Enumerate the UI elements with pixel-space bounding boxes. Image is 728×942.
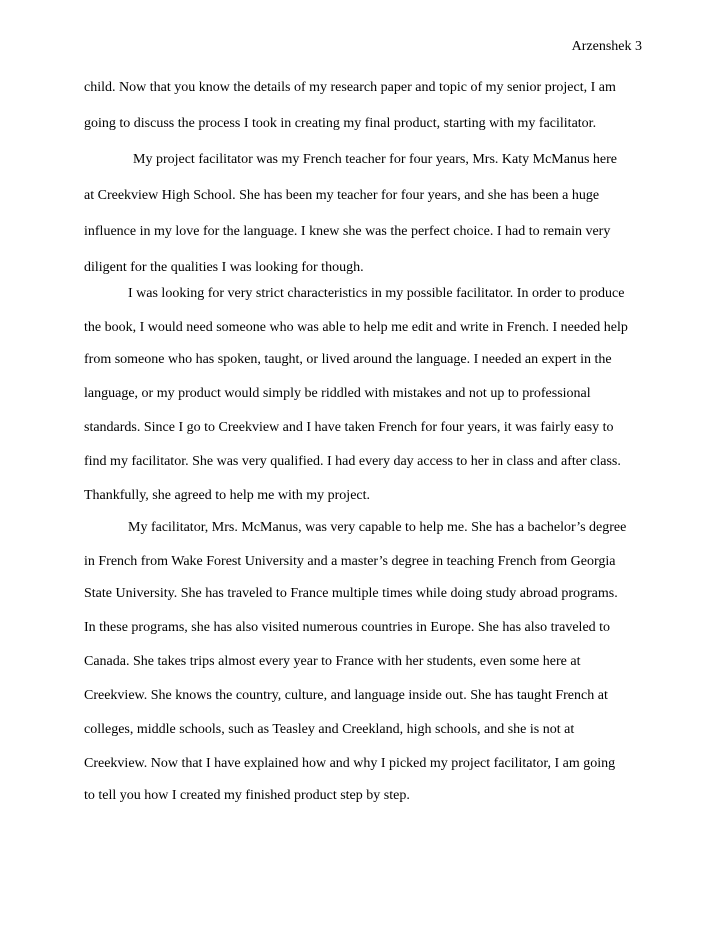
text-line: find my facilitator. She was very qualified. I had every day access to her in class and after class. <box>84 454 621 469</box>
text-line: Creekview. Now that I have explained how and why I picked my project facilitator, I am going <box>84 756 616 771</box>
text-line: to tell you how I created my finished product step by step. <box>84 788 410 803</box>
paragraph-first-line: My project facilitator was my French teacher for four years, Mrs. Katy McManus here <box>133 152 617 167</box>
text-line: Thankfully, she agreed to help me with my project. <box>84 488 371 503</box>
text-line: from someone who has spoken, taught, or lived around the language. I needed an expert in the <box>84 352 612 367</box>
text-line: colleges, middle schools, such as Teasley and Creekland, high schools, and she is not at <box>84 722 575 737</box>
text-line: standards. Since I go to Creekview and I have taken French for four years, it was fairly easy to <box>84 420 614 435</box>
text-line: at Creekview High School. She has been my teacher for four years, and she has been a huge <box>84 188 600 203</box>
text-line: Creekview. She knows the country, culture, and language inside out. She has taught French at <box>84 688 608 703</box>
running-head: Arzenshek 3 <box>571 39 642 54</box>
text-line: in French from Wake Forest University and a master’s degree in teaching French from Georgia <box>84 554 616 569</box>
text-line: diligent for the qualities I was looking for though. <box>84 260 364 275</box>
text-line: going to discuss the process I took in creating my final product, starting with my facilitator. <box>84 116 597 131</box>
text-line: State University. She has traveled to France multiple times while doing study abroad programs. <box>84 586 618 601</box>
text-line: language, or my product would simply be riddled with mistakes and not up to professional <box>84 386 591 401</box>
text-line: the book, I would need someone who was able to help me edit and write in French. I needed help <box>84 320 628 335</box>
paragraph-first-line: My facilitator, Mrs. McManus, was very capable to help me. She has a bachelor’s degree <box>128 520 627 535</box>
paragraph-first-line: I was looking for very strict characteristics in my possible facilitator. In order to produce <box>128 286 625 301</box>
text-line: influence in my love for the language. I knew she was the perfect choice. I had to remain very <box>84 224 611 239</box>
text-line: In these programs, she has also visited numerous countries in Europe. She has also traveled to <box>84 620 611 635</box>
text-line: child. Now that you know the details of my research paper and topic of my senior project, I am <box>84 80 616 95</box>
text-line: Canada. She takes trips almost every year to France with her students, even some here at <box>84 654 581 669</box>
